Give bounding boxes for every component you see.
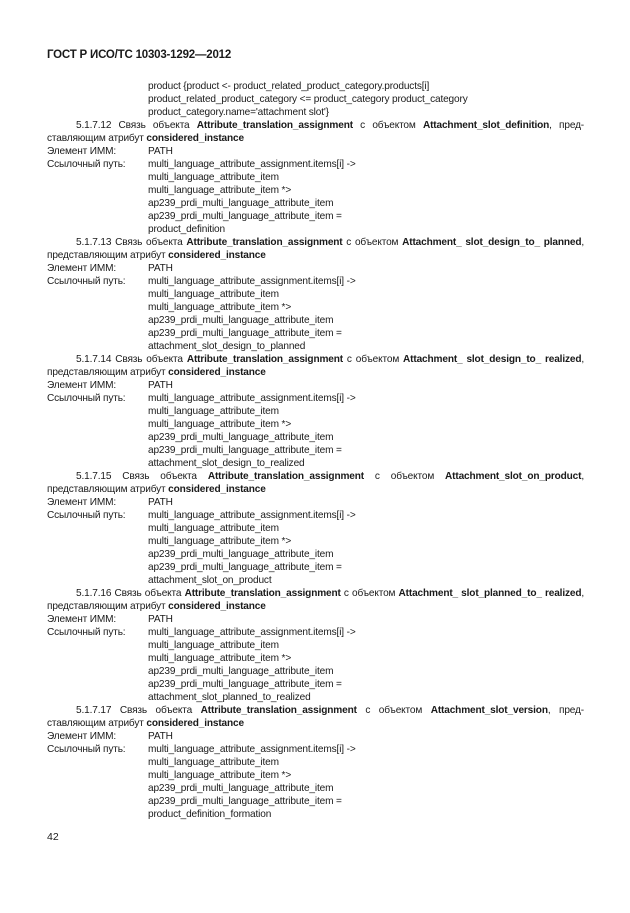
attribute-name: considered_instance [146,718,244,729]
reference-path-line: multi_language_attribute_item *> [148,302,292,313]
section [47,470,587,587]
section [47,704,587,821]
source-entity: Attribute_translation_assignment [186,354,343,365]
source-entity: Attribute_translation_assignment [207,471,364,482]
reference-path-line: multi_language_attribute_item [148,757,279,768]
intro-line: product_category.name='attachment slot'} [148,107,329,118]
reference-path-line: ap239_prdi_multi_language_attribute_item = [148,796,342,807]
section-heading: 5.1.7.12 Связь объекта Attribute_translation_assignment с объектом Attachment_slot_definition, пред-ставляющим атрибут considered_instance [47,120,585,144]
reference-path-line: product_definition [148,224,225,235]
aim-element-label: Элемент ИММ: [47,146,117,157]
section-number: 5.1.7.17 [76,705,112,716]
reference-path-line: ap239_prdi_multi_language_attribute_item = [148,679,342,690]
reference-path-label: Ссылочный путь: [47,276,126,287]
section [47,119,587,236]
target-entity: Attachment_slot_version [430,705,548,716]
target-entity: Attachment_slot_definition [422,120,550,131]
aim-element-row [47,496,587,509]
reference-path-line: multi_language_attribute_assignment.items[i] -> [148,627,356,638]
reference-path-line: ap239_prdi_multi_language_attribute_item [148,315,334,326]
aim-element-value: PATH [148,614,173,625]
reference-path-line: ap239_prdi_multi_language_attribute_item = [148,562,342,573]
reference-path-row [47,392,587,405]
attribute-name: considered_instance [168,367,266,378]
aim-element-label: Элемент ИММ: [47,614,117,625]
reference-path-line: ap239_prdi_multi_language_attribute_item [148,198,334,209]
aim-element-label: Элемент ИММ: [47,380,117,391]
reference-path-row [47,158,587,171]
source-entity: Attribute_translation_assignment [200,705,357,716]
section [47,587,587,704]
section-heading: 5.1.7.14 Связь объекта Attribute_translation_assignment с объектом Attachment_ slot_design_to_ realized, представляющим атрибут considered_instance [47,354,585,378]
reference-path-line: multi_language_attribute_item *> [148,536,292,547]
reference-path-line: ap239_prdi_multi_language_attribute_item = [148,211,342,222]
attribute-name: considered_instance [168,250,266,261]
page-number: 42 [47,831,59,843]
section [47,353,587,470]
aim-element-value: PATH [148,497,173,508]
attribute-name: considered_instance [168,601,266,612]
reference-path-line: ap239_prdi_multi_language_attribute_item [148,549,334,560]
reference-path-line: multi_language_attribute_assignment.items[i] -> [148,744,356,755]
reference-path-row [47,275,587,288]
reference-path-line: multi_language_attribute_assignment.items[i] -> [148,159,356,170]
reference-path-line: multi_language_attribute_item [148,406,279,417]
target-entity: Attachment_ slot_design_to_ planned [402,237,582,248]
section-number: 5.1.7.16 [76,588,112,599]
target-entity: Attachment_ slot_planned_to_ realized [398,588,582,599]
reference-path-line: multi_language_attribute_item *> [148,185,292,196]
reference-path-label: Ссылочный путь: [47,627,126,638]
aim-element-value: PATH [148,380,173,391]
reference-path-line: multi_language_attribute_item [148,289,279,300]
section-number: 5.1.7.12 [76,120,112,131]
aim-element-row [47,145,587,158]
section-number: 5.1.7.13 [76,237,112,248]
section-heading: 5.1.7.16 Связь объекта Attribute_translation_assignment с объектом Attachment_ slot_planned_to_ realized, представляющим атрибут considered_instance [47,588,585,612]
reference-path-line: multi_language_attribute_item [148,523,279,534]
section-heading: 5.1.7.15 Связь объекта Attribute_translation_assignment с объектом Attachment_slot_on_product, представляющим атрибут considered_instance [47,471,584,495]
reference-path-line: multi_language_attribute_assignment.items[i] -> [148,276,356,287]
reference-path-line: multi_language_attribute_assignment.items[i] -> [148,393,356,404]
aim-element-label: Элемент ИММ: [47,263,117,274]
reference-path-line: multi_language_attribute_item *> [148,653,292,664]
reference-path-row [47,626,587,639]
reference-path-line: attachment_slot_design_to_planned [148,341,306,352]
reference-path-line: product_definition_formation [148,809,272,820]
reference-path-line: ap239_prdi_multi_language_attribute_item = [148,445,342,456]
aim-element-label: Элемент ИММ: [47,731,117,742]
reference-path-label: Ссылочный путь: [47,510,126,521]
aim-element-value: PATH [148,263,173,274]
reference-path-line: attachment_slot_planned_to_realized [148,692,311,703]
aim-element-row [47,379,587,392]
reference-path-label: Ссылочный путь: [47,159,126,170]
source-entity: Attribute_translation_assignment [184,588,341,599]
section-number: 5.1.7.14 [76,354,112,365]
sections-container [47,119,587,821]
reference-path-label: Ссылочный путь: [47,744,126,755]
intro-line: product {product <- product_related_product_category.products[i] [148,81,430,92]
attribute-name: considered_instance [146,133,244,144]
reference-path-line: multi_language_attribute_item *> [148,419,292,430]
aim-element-label: Элемент ИММ: [47,497,117,508]
section [47,236,587,353]
source-entity: Attribute_translation_assignment [186,237,343,248]
section-heading: 5.1.7.17 Связь объекта Attribute_translation_assignment с объектом Attachment_slot_version, пред-ставляющим атрибут considered_instance [47,705,585,729]
reference-path-line: multi_language_attribute_item [148,172,279,183]
reference-path-line: multi_language_attribute_item [148,640,279,651]
document-header: ГОСТ Р ИСО/ТС 10303-1292—2012 [47,49,232,61]
aim-element-row [47,730,587,743]
reference-path-line: attachment_slot_design_to_realized [148,458,305,469]
reference-path-line: ap239_prdi_multi_language_attribute_item [148,666,334,677]
reference-path-row [47,509,587,522]
aim-element-value: PATH [148,146,173,157]
source-entity: Attribute_translation_assignment [196,120,353,131]
intro-line: product_related_product_category <= product_category product_category [148,94,468,105]
reference-path-row [47,743,587,756]
attribute-name: considered_instance [168,484,266,495]
reference-path-line: ap239_prdi_multi_language_attribute_item [148,783,334,794]
target-entity: Attachment_slot_on_product [445,471,582,482]
reference-path-line: multi_language_attribute_item *> [148,770,292,781]
reference-path-line: ap239_prdi_multi_language_attribute_item [148,432,334,443]
reference-path-label: Ссылочный путь: [47,393,126,404]
aim-element-value: PATH [148,731,173,742]
document-body [47,80,587,821]
section-number: 5.1.7.15 [76,471,112,482]
reference-path-line: multi_language_attribute_assignment.items[i] -> [148,510,356,521]
reference-path-line: attachment_slot_on_product [148,575,272,586]
reference-path-line: ap239_prdi_multi_language_attribute_item = [148,328,342,339]
aim-element-row [47,613,587,626]
aim-element-row [47,262,587,275]
target-entity: Attachment_ slot_design_to_ realized [403,354,582,365]
section-heading: 5.1.7.13 Связь объекта Attribute_translation_assignment с объектом Attachment_ slot_design_to_ planned, представляющим атрибут considered_instance [47,237,585,261]
